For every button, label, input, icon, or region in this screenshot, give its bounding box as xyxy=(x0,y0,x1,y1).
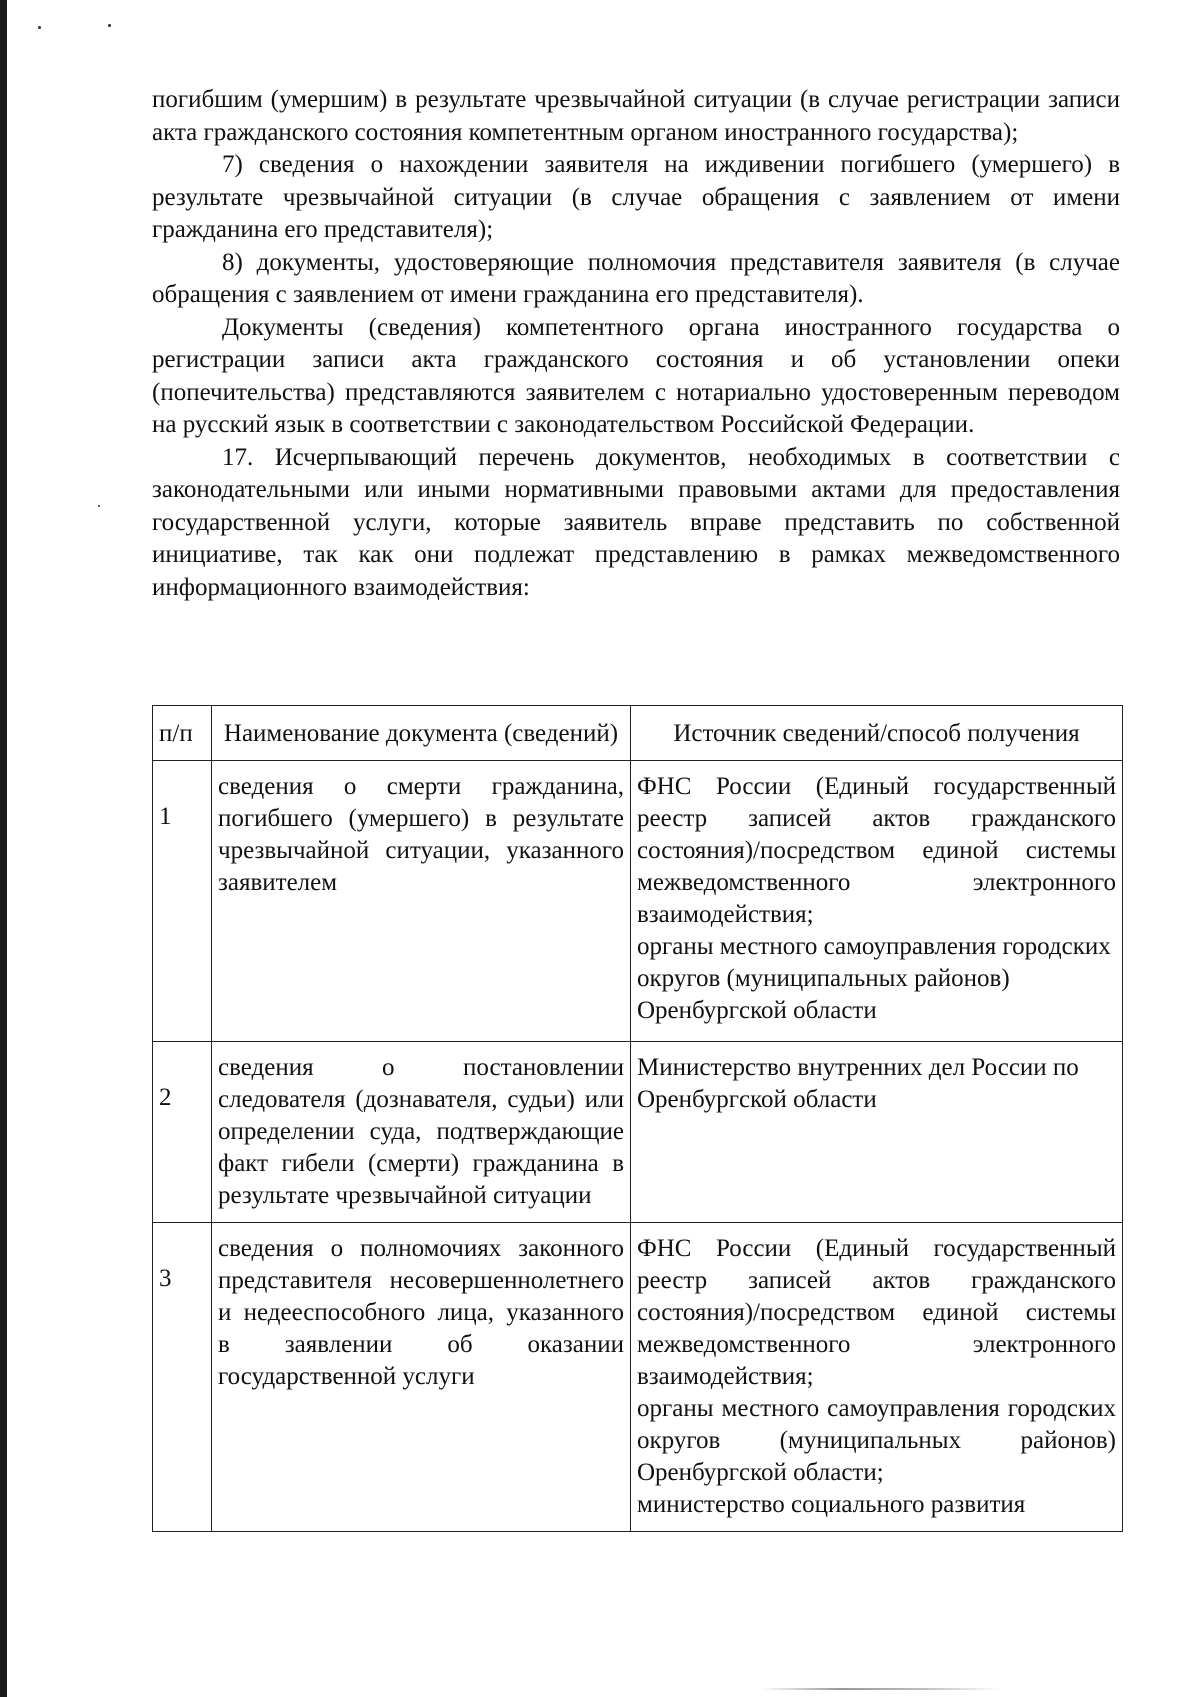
source-line: Министерство внутренних дел России по Оренбургской области xyxy=(637,1054,1079,1113)
paragraph-continuation: погибшим (умершим) в результате чрезвычайной ситуации (в случае регистрации записи акта гражданского состояния компетентным органом иностранного государства); xyxy=(152,86,1120,146)
scan-speck xyxy=(98,505,100,507)
scan-bottom-smudge xyxy=(760,1688,1000,1690)
table-row xyxy=(153,1042,1123,1223)
header-source: Источник сведений/способ получения xyxy=(631,706,1123,761)
scan-left-edge xyxy=(0,0,7,1697)
paragraph-item-8: 8) документы, удостоверяющие полномочия представителя заявителя (в случае обращения с заявлением от имени гражданина его представителя). xyxy=(152,248,1120,308)
row-source xyxy=(631,1042,1123,1223)
row-number: 1 xyxy=(153,761,212,1042)
row-document-name: сведения о полномочиях законного представителя несовершеннолетнего и недееспособного лица, указанного в заявлении об оказании государственной услуги xyxy=(212,1223,631,1532)
table-header-row xyxy=(153,706,1123,761)
header-document-name: Наименование документа (сведений) xyxy=(212,706,631,761)
row-document-name: сведения о постановлении следователя (дознавателя, судьи) или определении суда, подтверждающие факт гибели (смерти) гражданина в результате чрезвычайной ситуации xyxy=(212,1042,631,1223)
paragraph-section-17: 17. Исчерпывающий перечень документов, необходимых в соответствии с законодательными или иными нормативными правовыми актами для предоставления государственной услуги, которые заявитель вправе представить по собственной инициативе, так как они подлежат представлению в рамках межведомственного информационного взаимодействия: xyxy=(152,443,1120,601)
paragraph-item-7: 7) сведения о нахождении заявителя на иждивении погибшего (умершего) в результате чрезвычайной ситуации (в случае обращения с заявлением от имени гражданина его представителя); xyxy=(152,151,1120,243)
scan-speck xyxy=(38,26,41,29)
source-line: ФНС России (Единый государственный реестр записей актов гражданского состояния)/посредством единой системы межведомственного электронного взаимодействия; xyxy=(637,1235,1116,1390)
scan-speck xyxy=(108,24,111,27)
table-row xyxy=(153,761,1123,1042)
header-number: п/п xyxy=(153,706,212,761)
source-line: органы местного самоуправления городских округов (муниципальных районов) Оренбургской области xyxy=(637,933,1111,1024)
row-number: 2 xyxy=(153,1042,212,1223)
documents-table xyxy=(152,705,1123,1532)
document-body xyxy=(152,84,1120,604)
paragraph-foreign-documents: Документы (сведения) компетентного органа иностранного государства о регистрации записи акта гражданского состояния и об установлении опеки (попечительства) представляются заявителем с нотариально удостоверенным переводом на русский язык в соответствии с законодательством Российской Федерации. xyxy=(152,313,1120,438)
row-source xyxy=(631,1223,1123,1532)
source-line: ФНС России (Единый государственный реестр записей актов гражданского состояния)/посредством единой системы межведомственного электронного взаимодействия; xyxy=(637,773,1116,928)
source-line: органы местного самоуправления городских округов (муниципальных районов) Оренбургской области; xyxy=(637,1395,1116,1486)
source-line: министерство социального развития xyxy=(637,1491,1026,1518)
row-document-name: сведения о смерти гражданина, погибшего (умершего) в результате чрезвычайной ситуации, указанного заявителем xyxy=(212,761,631,1042)
row-source xyxy=(631,761,1123,1042)
table-row xyxy=(153,1223,1123,1532)
row-number: 3 xyxy=(153,1223,212,1532)
